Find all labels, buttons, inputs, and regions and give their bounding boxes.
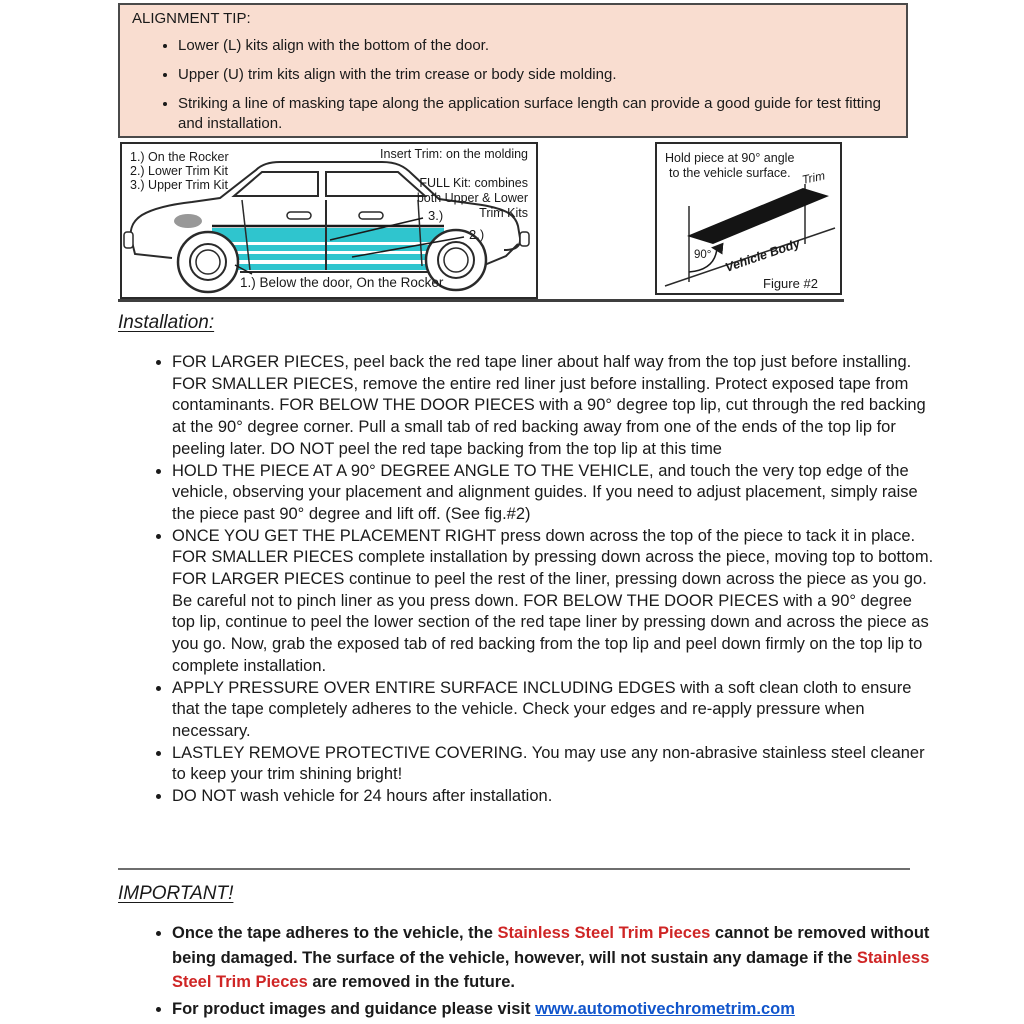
- installation-step: • APPLY PRESSURE OVER ENTIRE SURFACE INCLUDING EDGES with a soft clean cloth to ensure that the tape completely adheres to the vehicle. Check your edges and re-apply pressure when necessary.: [172, 678, 939, 743]
- angle-diagram-illustration: [657, 144, 840, 293]
- important-text: Once the tape adheres to the vehicle, the: [172, 924, 498, 942]
- fig2-angle-label: 90°: [694, 249, 712, 261]
- divider-line: [118, 299, 844, 302]
- important-list: [140, 921, 947, 1023]
- front-bumper: [124, 232, 133, 248]
- important-red-text: Stainless Steel Trim Pieces: [497, 924, 711, 942]
- fig1-legend-line: 3.) Upper Trim Kit: [130, 178, 228, 192]
- figure-car-diagram: [120, 142, 538, 299]
- fig1-callout-3: 3.): [428, 208, 444, 223]
- trim-piece-shape: [687, 188, 829, 244]
- installation-step: • FOR LARGER PIECES, peel back the red tape liner about half way from the top just before installing. FOR SMALLER PIECES, remove the entire red liner just before installing. Protect exposed tape from contaminants. FOR BELOW THE DOOR PIECES with a 90° degree top lip, cut through the red backing at the 90° degree corner. Pull a small tab of red backing away from one of the ends of the top lip for peeling later. DO NOT peel the red tape backing from the top lip at this time: [172, 352, 939, 461]
- important-text: For product images and guidance please visit: [172, 999, 536, 1018]
- installation-heading: Installation:: [118, 312, 215, 333]
- door-handle: [287, 212, 311, 219]
- front-wheel: [178, 232, 238, 292]
- important-heading: IMPORTANT!: [118, 883, 234, 904]
- fig1-full-kit-line: FULL Kit: combines: [419, 176, 528, 190]
- front-window: [234, 172, 318, 196]
- fig1-insert-trim-note: Insert Trim: on the molding: [380, 147, 528, 161]
- fig2-caption-line: Hold piece at 90° angle: [665, 151, 795, 165]
- installation-step: • HOLD THE PIECE AT A 90° DEGREE ANGLE TO THE VEHICLE, and touch the very top edge of the vehicle, observing your placement and alignment guides. If you need to adjust placement, simply raise the piece past 90° degree and lift off. (See fig.#2): [172, 461, 939, 526]
- fig1-legend-line: 1.) On the Rocker: [130, 150, 229, 164]
- important-text: cannot be removed without being damaged. The surface of the vehicle, however, will not sustain any damage if the: [172, 924, 930, 967]
- alignment-tip-box: [118, 3, 908, 138]
- installation-step: • ONCE YOU GET THE PLACEMENT RIGHT press down across the top of the piece to tack it in place. FOR SMALLER PIECES complete installation by pressing down across the piece, moving top to bottom. FOR LARGER PIECES continue to peel the rest of the liner, pressing down across the piece as you go. Be careful not to pinch liner as you press down. FOR BELOW THE DOOR PIECES with a 90° degree top lip, continue to peel the lower section of the red tape liner by pressing down and across the piece as you go. Now, grab the exposed tab of red backing from the top lip and peel down firmly on the top lip to complete installation.: [172, 526, 939, 678]
- car-diagram-illustration: [122, 144, 536, 297]
- alignment-tip-item: • Striking a line of masking tape along the application surface length can provide a good guide for test fitting and installation.: [178, 94, 894, 134]
- alignment-tip-list: [132, 36, 894, 134]
- fig1-callout-2: 2.): [469, 227, 485, 242]
- fig1-bottom-label: 1.) Below the door, On the Rocker: [240, 275, 444, 290]
- alignment-tip-title: ALIGNMENT TIP:: [132, 10, 251, 27]
- divider-line: [118, 868, 910, 870]
- rear-bumper: [520, 232, 529, 246]
- installation-step: • LASTLEY REMOVE PROTECTIVE COVERING. You may use any non-abrasive stainless steel cleaner to keep your trim shining bright!: [172, 743, 939, 786]
- important-note: [172, 921, 947, 995]
- important-note: [172, 997, 947, 1022]
- important-red-text: Stainless Steel Trim Pieces: [172, 948, 930, 991]
- installation-step: • DO NOT wash vehicle for 24 hours after installation.: [172, 786, 939, 808]
- door-handle: [359, 212, 383, 219]
- fig2-vehicle-body-label: Vehicle Body: [723, 236, 802, 275]
- fig2-caption-line: to the vehicle surface.: [669, 166, 791, 180]
- fig2-figure-number: Figure #2: [763, 276, 818, 291]
- alignment-tip-item: • Lower (L) kits align with the bottom of the door.: [178, 36, 894, 56]
- figure-angle-diagram: [655, 142, 842, 295]
- fig1-full-kit-line: both Upper & Lower: [416, 191, 528, 205]
- fig2-trim-label: Trim: [800, 168, 827, 187]
- hood-detail: [174, 214, 202, 228]
- website-link[interactable]: www.automotivechrometrim.com: [535, 999, 795, 1018]
- rear-window: [326, 172, 425, 196]
- alignment-tip-item: • Upper (U) trim kits align with the trim crease or body side molding.: [178, 65, 894, 85]
- important-text: are removed in the future.: [307, 973, 515, 991]
- fig1-full-kit-line: Trim Kits: [479, 206, 528, 220]
- fig1-legend-line: 2.) Lower Trim Kit: [130, 164, 228, 178]
- installation-list: [140, 352, 939, 808]
